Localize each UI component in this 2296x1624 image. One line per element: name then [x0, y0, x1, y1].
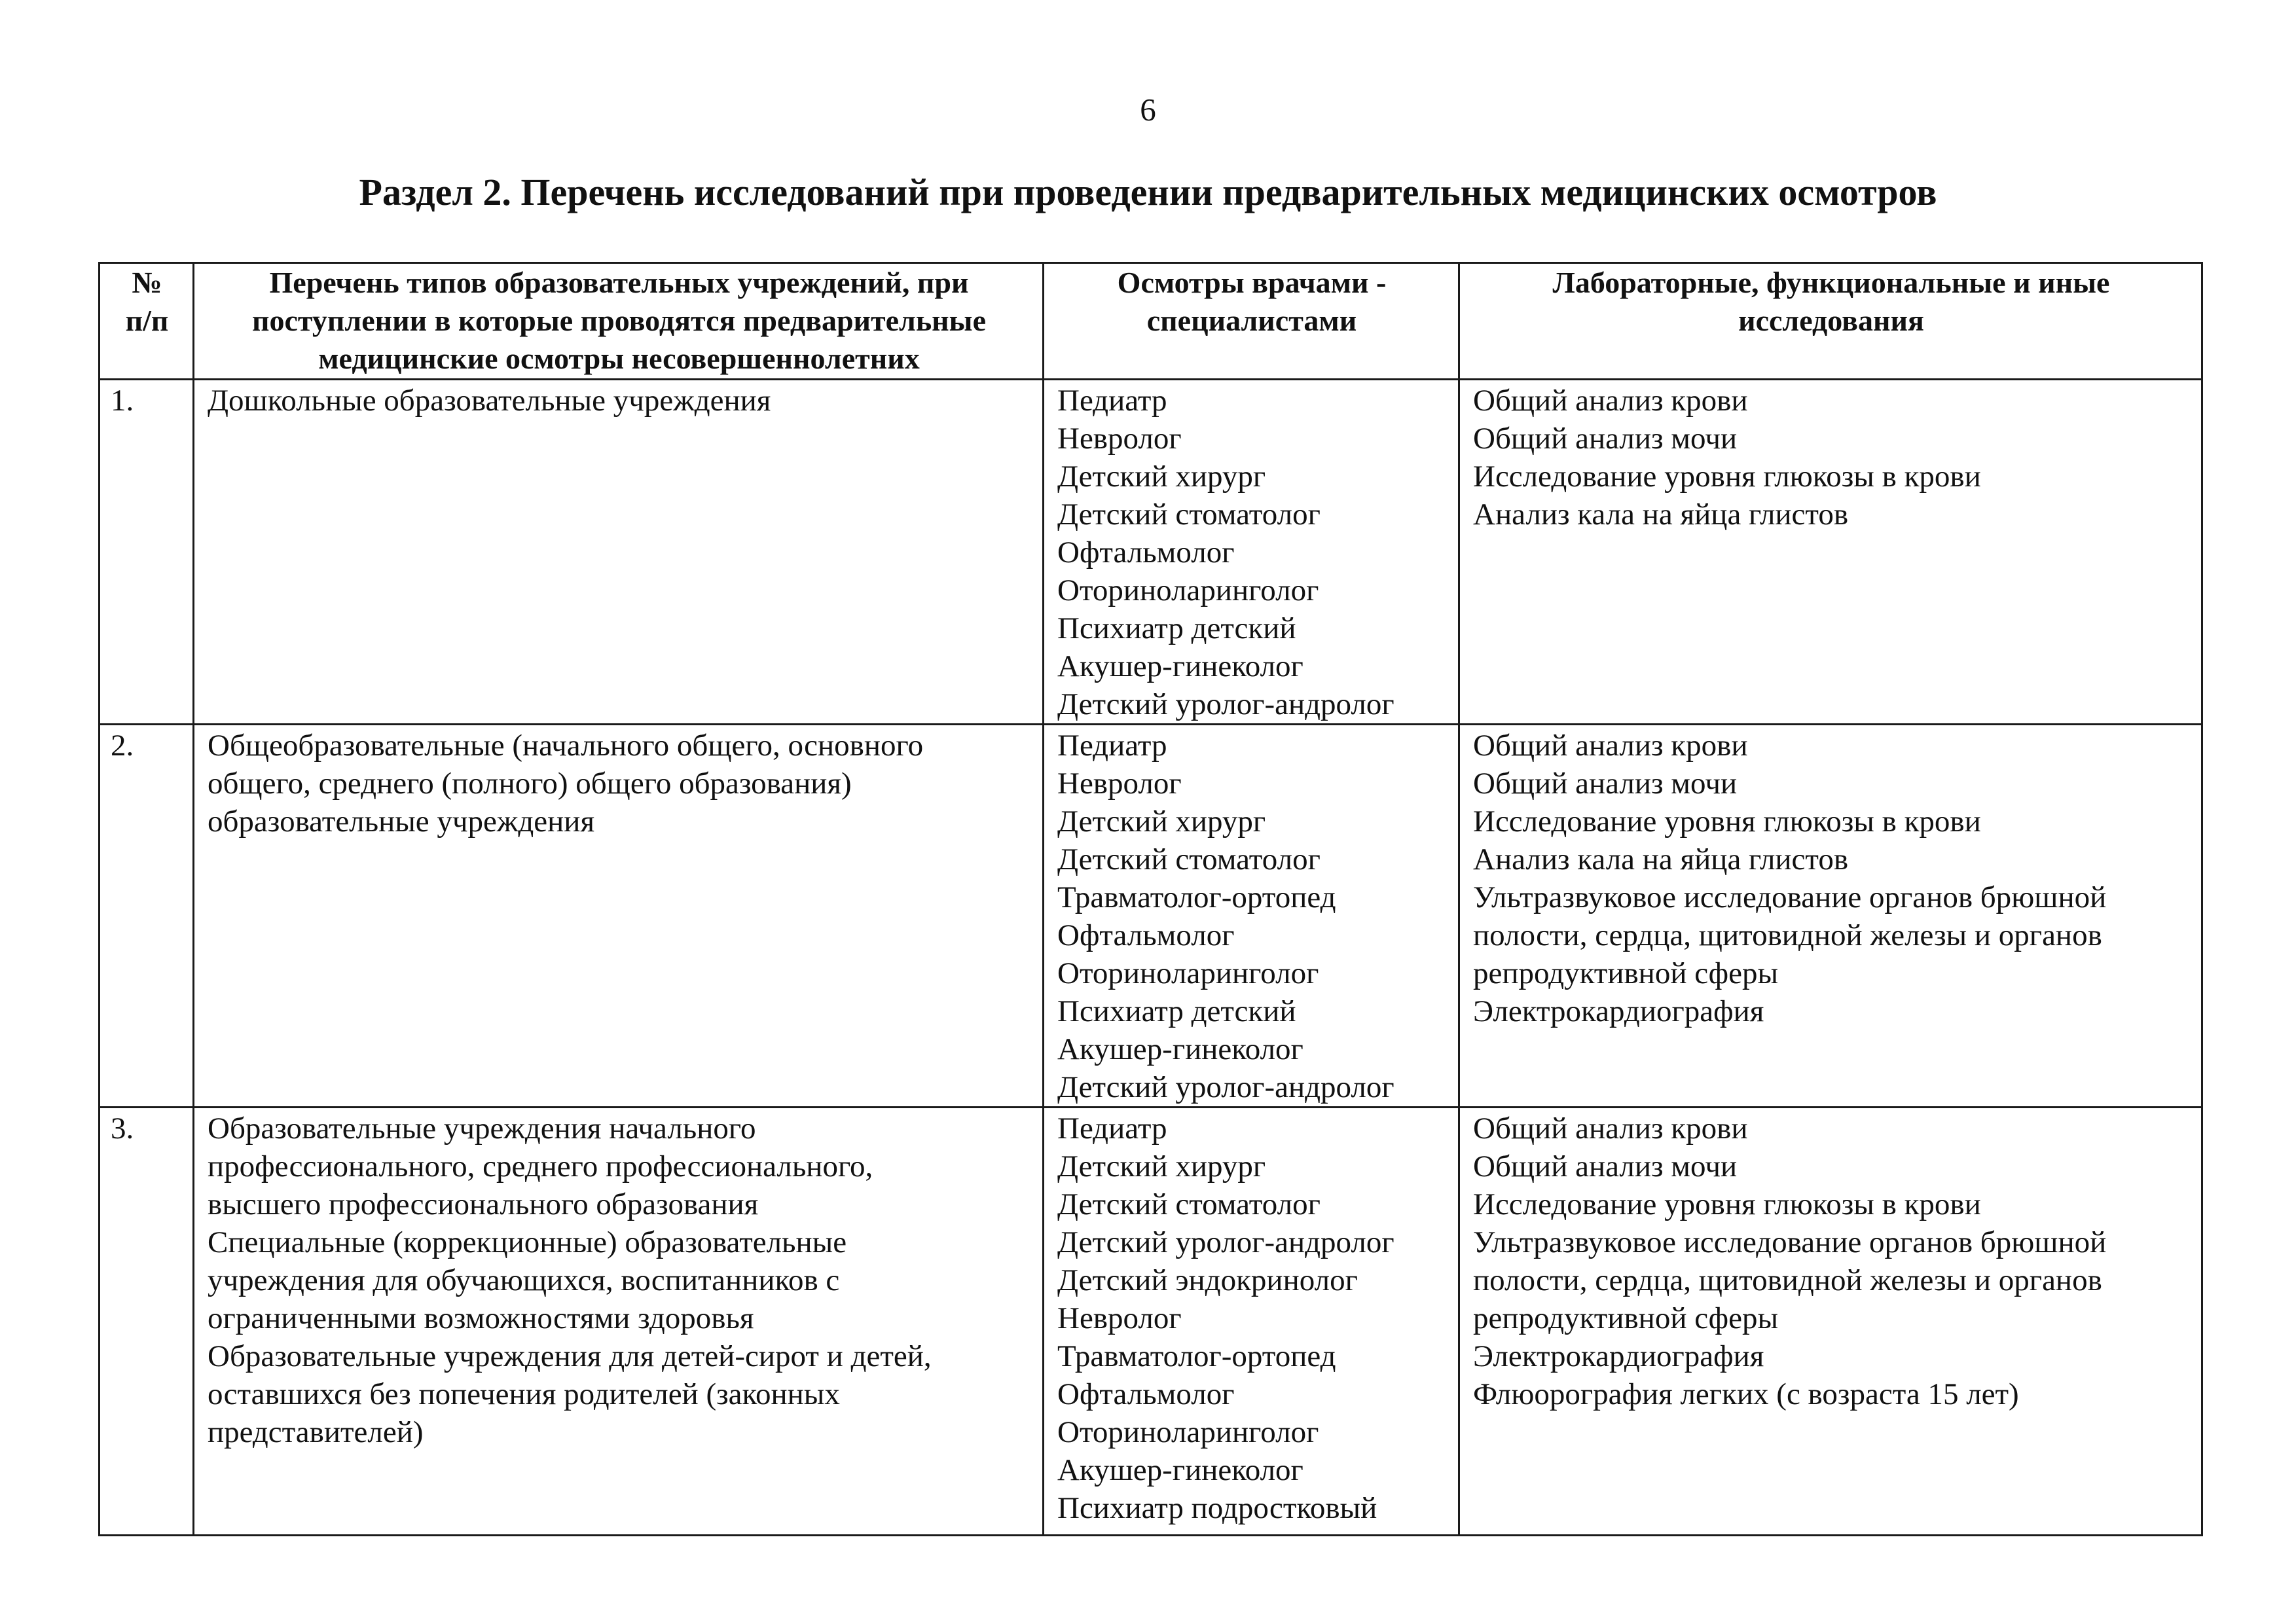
examinations-table [98, 262, 2203, 1536]
cell-line: Лабораторные, функциональные и иные [1552, 266, 2110, 299]
page-number: 6 [1140, 92, 1156, 128]
cell-line: Исследование уровня глюкозы в крови [1473, 804, 1981, 839]
cell-line: Детский хирург [1057, 804, 1266, 839]
cell-line: Офтальмолог [1057, 535, 1235, 569]
cell-line: Педиатр [1057, 729, 1167, 763]
cell-line: Общий анализ мочи [1473, 422, 1738, 456]
cell-line: Педиатр [1057, 1111, 1167, 1146]
cell-line: Детский уролог-андролог [1057, 1070, 1394, 1104]
cell-line: общего, среднего (полного) общего образования) [208, 767, 852, 801]
cell-line: Ультразвуковое исследование органов брюшной [1473, 880, 2107, 914]
cell-line: репродуктивной сферы [1473, 1301, 1779, 1335]
cell-line: высшего профессионального образования [208, 1187, 759, 1221]
cell-line: п/п [125, 304, 169, 337]
cell-line: Акушер-гинеколог [1057, 1032, 1303, 1066]
cell-line: Образовательные учреждения начального [208, 1111, 756, 1146]
cell-line: образовательные учреждения [208, 804, 595, 839]
cell-line: Офтальмолог [1057, 1377, 1235, 1411]
cell-line: Детский стоматолог [1057, 1187, 1321, 1221]
cell-line: Общеобразовательные (начального общего, основного [208, 729, 924, 763]
cell-line: № [132, 266, 162, 299]
cell-line: Перечень типов образовательных учреждений, при [269, 266, 969, 299]
cell-line: учреждения для обучающихся, воспитанников с [208, 1263, 840, 1297]
cell-line: Общий анализ мочи [1473, 767, 1738, 801]
cell-line: Исследование уровня глюкозы в крови [1473, 1187, 1981, 1221]
cell-line: специалистами [1146, 304, 1357, 337]
cell-line: Травматолог-ортопед [1057, 1339, 1336, 1373]
specialists-cell [1044, 725, 1459, 1108]
cell-line: Анализ кала на яйца глистов [1473, 842, 1849, 876]
cell-line: ограниченными возможностями здоровья [208, 1301, 754, 1335]
cell-line: Детский эндокринолог [1057, 1263, 1358, 1297]
cell-line: исследования [1738, 304, 1924, 337]
header-institutions [194, 263, 1044, 380]
cell-line: Анализ кала на яйца глистов [1473, 497, 1849, 532]
table-row [100, 1108, 2202, 1536]
table-row [100, 725, 2202, 1108]
cell-line: Травматолог-ортопед [1057, 880, 1336, 914]
cell-line: репродуктивной сферы [1473, 956, 1779, 990]
cell-line: Оториноларинголог [1057, 573, 1319, 607]
cell-line: поступлении в которые проводятся предварительные [251, 304, 987, 337]
specialists-cell [1044, 380, 1459, 725]
header-tests [1459, 263, 2202, 380]
cell-line: Детский стоматолог [1057, 497, 1321, 532]
cell-line: Педиатр [1057, 384, 1167, 418]
cell-line: Ультразвуковое исследование органов брюшной [1473, 1225, 2107, 1259]
cell-line: Детский стоматолог [1057, 842, 1321, 876]
cell-line: Невролог [1057, 422, 1182, 456]
cell-line: Специальные (коррекционные) образовательные [208, 1225, 847, 1259]
specialists-cell [1044, 1108, 1459, 1536]
cell-line: Невролог [1057, 1301, 1182, 1335]
cell-line: Акушер-гинеколог [1057, 649, 1303, 683]
cell-line: оставшихся без попечения родителей (законных [208, 1377, 840, 1411]
cell-line: Офтальмолог [1057, 918, 1235, 952]
tests-cell [1459, 725, 2202, 1108]
cell-line: Невролог [1057, 767, 1182, 801]
institutions-cell [194, 380, 1044, 725]
cell-line: Оториноларинголог [1057, 956, 1319, 990]
header-number [100, 263, 194, 380]
row-number: 2. [100, 725, 194, 1108]
cell-line: Психиатр детский [1057, 994, 1296, 1028]
cell-line: Детский хирург [1057, 1149, 1266, 1183]
cell-line: полости, сердца, щитовидной железы и органов [1473, 918, 2102, 952]
section-title: Раздел 2. Перечень исследований при проведении предварительных медицинских осмотров [359, 171, 1937, 213]
cell-line: Общий анализ крови [1473, 1111, 1748, 1146]
cell-line: полости, сердца, щитовидной железы и органов [1473, 1263, 2102, 1297]
row-number: 3. [100, 1108, 194, 1536]
cell-line: профессионального, среднего профессионального, [208, 1149, 873, 1183]
cell-line: Психиатр подростковый [1057, 1491, 1377, 1525]
cell-line: Оториноларинголог [1057, 1415, 1319, 1449]
table-header-row [100, 263, 2202, 380]
cell-line: Дошкольные образовательные учреждения [208, 384, 771, 418]
cell-line: Общий анализ крови [1473, 729, 1748, 763]
tests-cell [1459, 380, 2202, 725]
cell-line: Флюорография легких (с возраста 15 лет) [1473, 1377, 2019, 1411]
cell-line: Электрокардиография [1473, 1339, 1764, 1373]
header-specialists [1044, 263, 1459, 380]
cell-line: Осмотры врачами - [1117, 266, 1387, 299]
tests-cell [1459, 1108, 2202, 1536]
cell-line: Общий анализ крови [1473, 384, 1748, 418]
cell-line: Образовательные учреждения для детей-сирот и детей, [208, 1339, 932, 1373]
cell-line: Электрокардиография [1473, 994, 1764, 1028]
cell-line: Общий анализ мочи [1473, 1149, 1738, 1183]
cell-line: Детский уролог-андролог [1057, 1225, 1394, 1259]
cell-line: Психиатр детский [1057, 611, 1296, 645]
institutions-cell [194, 725, 1044, 1108]
cell-line: Акушер-гинеколог [1057, 1453, 1303, 1487]
cell-line: медицинские осмотры несовершеннолетних [318, 342, 920, 375]
cell-line: представителей) [208, 1415, 424, 1449]
cell-line: Исследование уровня глюкозы в крови [1473, 460, 1981, 494]
cell-line: Детский хирург [1057, 460, 1266, 494]
institutions-cell [194, 1108, 1044, 1536]
cell-line: Детский уролог-андролог [1057, 687, 1394, 721]
table-row [100, 380, 2202, 725]
row-number: 1. [100, 380, 194, 725]
